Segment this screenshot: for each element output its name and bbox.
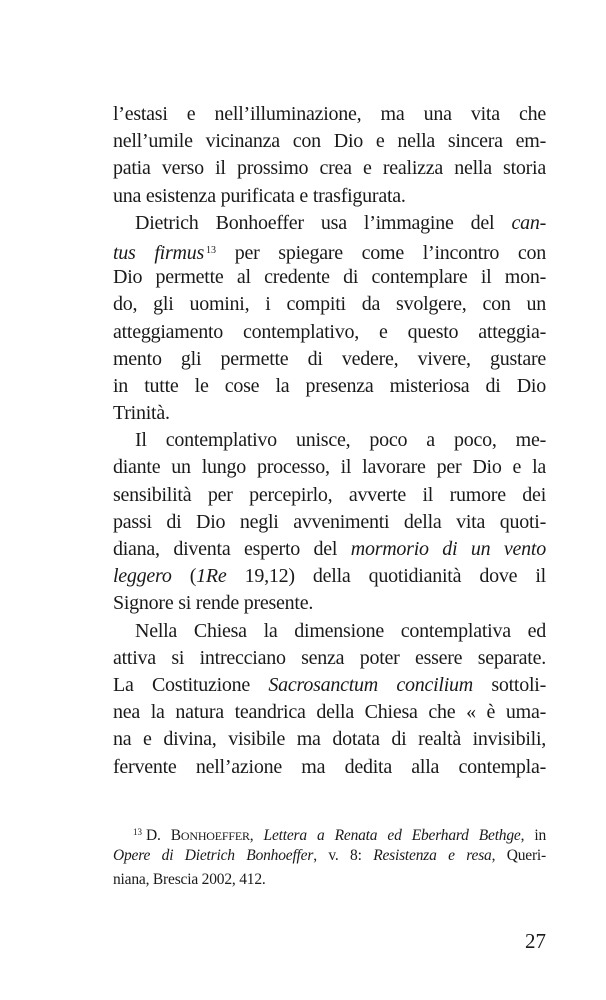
text-segment: Signore si rende presente.: [113, 592, 314, 615]
text-segment: atteggiamento contemplativo, e questo atteggia-: [113, 320, 546, 343]
italic-text: Opere di Dietrich Bonhoeffer: [113, 847, 314, 864]
text-segment: La Costituzione: [113, 673, 269, 696]
italic-text: Resistenza e resa: [373, 847, 492, 864]
body-text: [113, 101, 546, 781]
text-segment: (: [171, 565, 197, 588]
italic-text: Lettera a Renata ed Eberhard Bethge: [263, 827, 521, 844]
text-segment: mento gli permette di vedere, vivere, gustare: [113, 347, 546, 370]
text-line: [113, 509, 546, 536]
text-segment: in tutte le cose la presenza misteriosa di Dio: [113, 374, 546, 397]
text-segment: diana, diventa esperto del: [113, 538, 351, 560]
text-segment: l’estasi e nell’illuminazione, ma una vita che: [113, 103, 546, 125]
italic-text: leggero: [113, 565, 172, 588]
text-segment: , Queri-: [491, 847, 547, 864]
text-line: [113, 291, 546, 318]
text-segment: fervente nell’azione ma dedita alla contempla-: [113, 755, 546, 778]
text-line: [113, 264, 546, 291]
text-line: [113, 672, 546, 699]
text-segment: attiva si intrecciano senza poter essere separate.: [113, 646, 546, 669]
footnote-line: [113, 844, 546, 868]
text-line: [113, 319, 546, 346]
text-line: [113, 590, 546, 617]
text-line: [113, 210, 546, 237]
text-segment: sensibilità per percepirlo, avverte il rumore dei: [113, 483, 546, 506]
text-segment: Dio permette al credente di contemplare il mon-: [113, 266, 546, 289]
text-line: [113, 427, 546, 454]
text-line: [113, 400, 546, 427]
text-line: [113, 155, 546, 182]
text-segment: sottoli-: [472, 673, 547, 696]
text-segment: , v. 8:: [313, 847, 374, 864]
text-line: [113, 454, 546, 481]
text-segment: Nella Chiesa la dimensione contemplativa ed: [135, 619, 546, 642]
footnote-line: [113, 868, 546, 892]
text-line: [113, 726, 546, 753]
footnote-line: [113, 820, 546, 844]
text-line: [113, 563, 546, 590]
text-segment: nea la natura teandrica della Chiesa che « è uma-: [113, 701, 546, 724]
text-line: [113, 183, 546, 210]
text-segment: ,: [249, 827, 264, 844]
text-segment: Il contemplativo unisce, poco a poco, me-: [135, 429, 546, 452]
page-number: 27: [525, 929, 546, 953]
text-segment: 19,12) della quotidianità dove il: [226, 565, 546, 588]
italic-text: tus firmus: [113, 241, 204, 264]
text-line: [113, 237, 546, 264]
text-segment: , in: [520, 827, 547, 844]
text-segment: do, gli uomini, i compiti da svolgere, con un: [113, 293, 546, 316]
text-segment: D. B: [146, 827, 181, 844]
text-segment: una esistenza purificata e trasfigurata.: [113, 184, 406, 207]
footnote-ref: 13: [133, 827, 142, 837]
text-segment: Dietrich Bonhoeffer usa l’immagine del: [135, 211, 512, 234]
text-line: [113, 346, 546, 373]
text-segment: diante un lungo processo, il lavorare per Dio e la: [113, 456, 546, 479]
text-line: [113, 482, 546, 509]
text-line: [113, 536, 546, 563]
text-segment: niana, Brescia 2002, 412.: [113, 871, 266, 888]
text-line: [113, 699, 546, 726]
italic-text: Sacrosanctum concilium: [268, 673, 473, 696]
italic-text: can-: [511, 211, 546, 234]
text-segment: Trinità.: [113, 402, 170, 425]
footnote: [113, 820, 546, 892]
text-segment: na e divina, visibile ma dotata di realtà invisibili,: [113, 728, 546, 751]
text-segment: patia verso il prossimo crea e realizza nella storia: [113, 157, 546, 180]
text-line: [113, 101, 546, 128]
text-line: [113, 754, 546, 781]
text-line: [113, 373, 546, 400]
text-segment: per spiegare come l’incontro con: [215, 241, 546, 264]
footnote-ref: 13: [205, 244, 216, 256]
text-segment: ONHOEFFER: [180, 829, 250, 843]
text-line: [113, 645, 546, 672]
italic-text: 1Re: [196, 565, 227, 588]
text-segment: passi di Dio negli avvenimenti della vita quoti-: [113, 510, 546, 533]
text-segment: nell’umile vicinanza con Dio e nella sincera em-: [113, 130, 546, 153]
italic-text: mormorio di un vento: [350, 538, 546, 560]
text-line: [113, 128, 546, 155]
text-line: [113, 618, 546, 645]
